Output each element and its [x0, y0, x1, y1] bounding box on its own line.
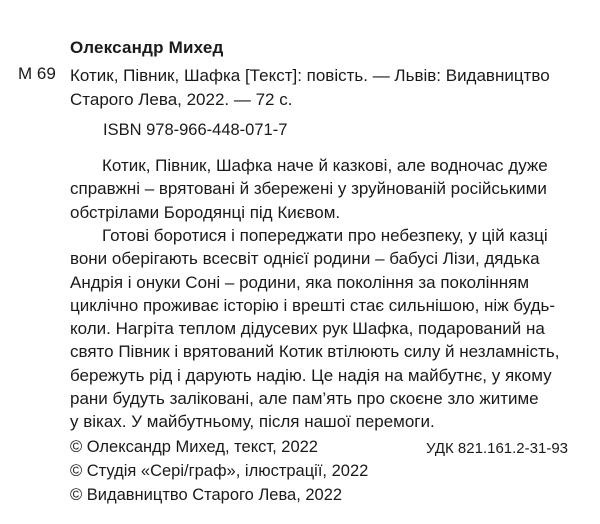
bibliographic-line-2: Старого Лева, 2022. — 72 с.	[70, 90, 293, 109]
annotation-paragraph-1	[70, 154, 595, 224]
annotation-line: коли. Нагріта теплом дідусевих рук Шафка, подарований на	[70, 319, 545, 339]
copyright-publisher: © Видавництво Старого Лева, 2022	[70, 486, 343, 504]
annotation-line: Котик, Півник, Шафка наче й казкові, але водночас дуже	[102, 156, 548, 175]
author-name: Олександр Михед	[70, 38, 224, 57]
annotation-line: циклічно проживає історію і врешті стає сильнішою, ніж будь-	[70, 295, 556, 315]
copyright-illustrations: © Студія «Сері/граф», ілюстрації, 2022	[70, 462, 369, 480]
annotation-line: у віках. У майбутньому, після нашої перемоги.	[70, 412, 435, 432]
annotation-line: рани будуть заліковані, але пам’ять про скоєне зло житиме	[70, 389, 539, 409]
copyright-text-author: © Олександр Михед, текст, 2022	[70, 438, 318, 456]
annotation-paragraph-2	[70, 224, 595, 434]
annotation-line: справжні – врятовані й збережені у зруйнованій російськими	[70, 179, 547, 199]
catalog-code: М 69	[18, 64, 56, 83]
annotation-line: вони оберігають всесвіт однієї родини – бабусі Лізи, дядька	[70, 249, 540, 269]
annotation-line: Андрія і онуки Соні – родини, яка покоління за поколінням	[70, 272, 530, 292]
annotation-line: Готові боротися і попереджати про небезпеку, у цій казці	[102, 226, 548, 245]
annotation-line: бережуть рід і дарують надію. Це надія на майбутнє, у якому	[70, 365, 552, 385]
bibliographic-line-1: Котик, Півник, Шафка [Текст]: повість. — Львів: Видавництво	[70, 66, 550, 85]
isbn: ISBN 978-966-448-071-7	[103, 121, 288, 139]
annotation-line: обстрілами Бородянці під Києвом.	[70, 202, 341, 222]
annotation-line: свято Півник і врятований Котик втілюють силу й незламність,	[70, 342, 560, 362]
udk-code: УДК 821.161.2-31-93	[426, 440, 569, 457]
